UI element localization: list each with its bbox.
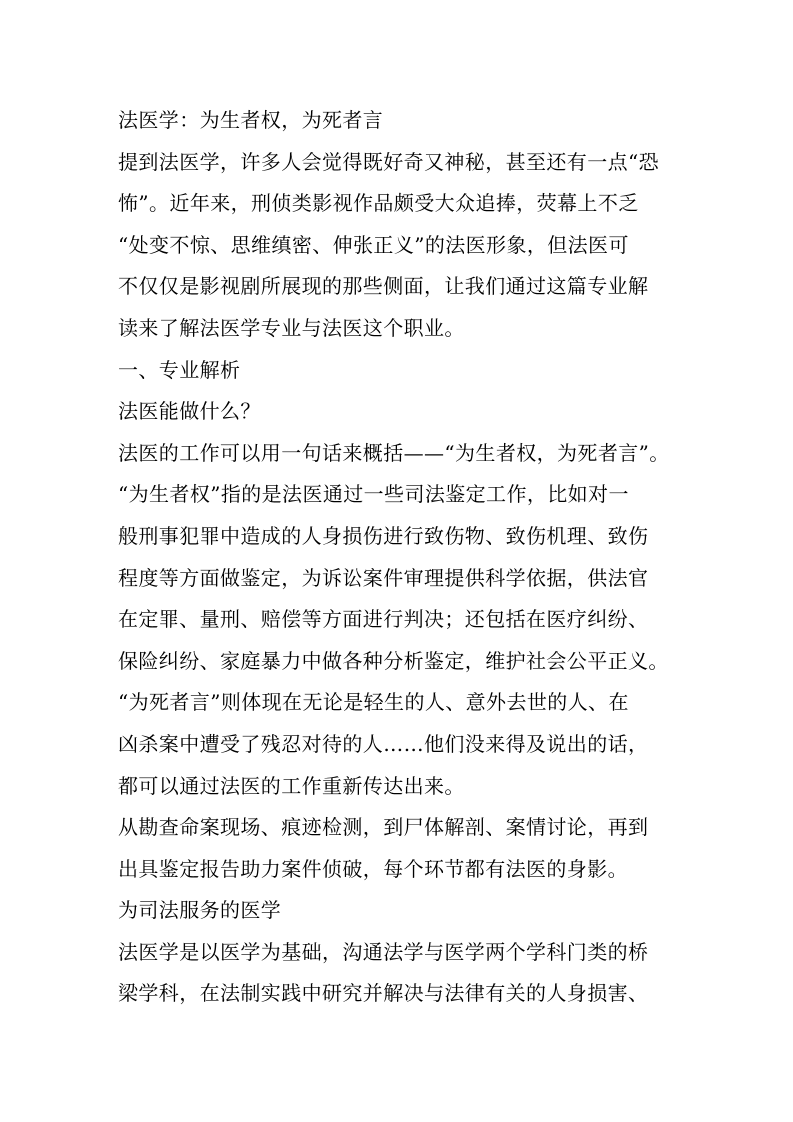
subheading: 为司法服务的医学 <box>118 898 282 923</box>
text-line: “处变不惊、思维缜密、伸张正义”的法医形象，但法医可 <box>118 232 629 257</box>
section-heading: 一、专业解析 <box>118 357 241 382</box>
document-page <box>118 100 693 1015</box>
text-line: 从勘查命案现场、痕迹检测，到尸体解剖、案情讨论，再到 <box>118 815 649 840</box>
text-line: “为生者权”指的是法医通过一些司法鉴定工作，比如对一 <box>118 482 629 507</box>
text-line: 都可以通过法医的工作重新传达出来。 <box>118 773 465 798</box>
text-line: 般刑事犯罪中造成的人身损伤进行致伤物、致伤机理、致伤 <box>118 523 649 548</box>
subheading: 法医能做什么？ <box>118 399 261 424</box>
text-line: 凶杀案中遭受了残忍对待的人……他们没来得及说出的话， <box>118 731 649 756</box>
text-line: 出具鉴定报告助力案件侦破，每个环节都有法医的身影。 <box>118 856 628 881</box>
document-title: 法医学：为生者权，为死者言 <box>118 108 384 132</box>
text-line: 保险纠纷、家庭暴力中做各种分析鉴定，维护社会公平正义。 <box>118 648 669 673</box>
text-line: 法医学是以医学为基础，沟通法学与医学两个学科门类的桥 <box>118 939 649 964</box>
text-line: “为死者言”则体现在无论是轻生的人、意外去世的人、在 <box>118 690 629 715</box>
text-line: 梁学科，在法制实践中研究并解决与法律有关的人身损害、 <box>118 981 649 1006</box>
text-line: 读来了解法医学专业与法医这个职业。 <box>118 315 465 340</box>
text-line: 法医的工作可以用一句话来概括——“为生者权，为死者言”。 <box>118 440 670 465</box>
text-line: 在定罪、量刑、赔偿等方面进行判决；还包括在医疗纠纷、 <box>118 607 649 632</box>
text-line: 不仅仅是影视剧所展现的那些侧面，让我们通过这篇专业解 <box>118 274 649 299</box>
text-line: 怖”。近年来，刑侦类影视作品颇受大众追捧，荧幕上不乏 <box>118 191 639 216</box>
text-line: 程度等方面做鉴定，为诉讼案件审理提供科学依据，供法官 <box>118 565 649 590</box>
text-line: 提到法医学，许多人会觉得既好奇又神秘，甚至还有一点“恐 <box>118 149 660 174</box>
